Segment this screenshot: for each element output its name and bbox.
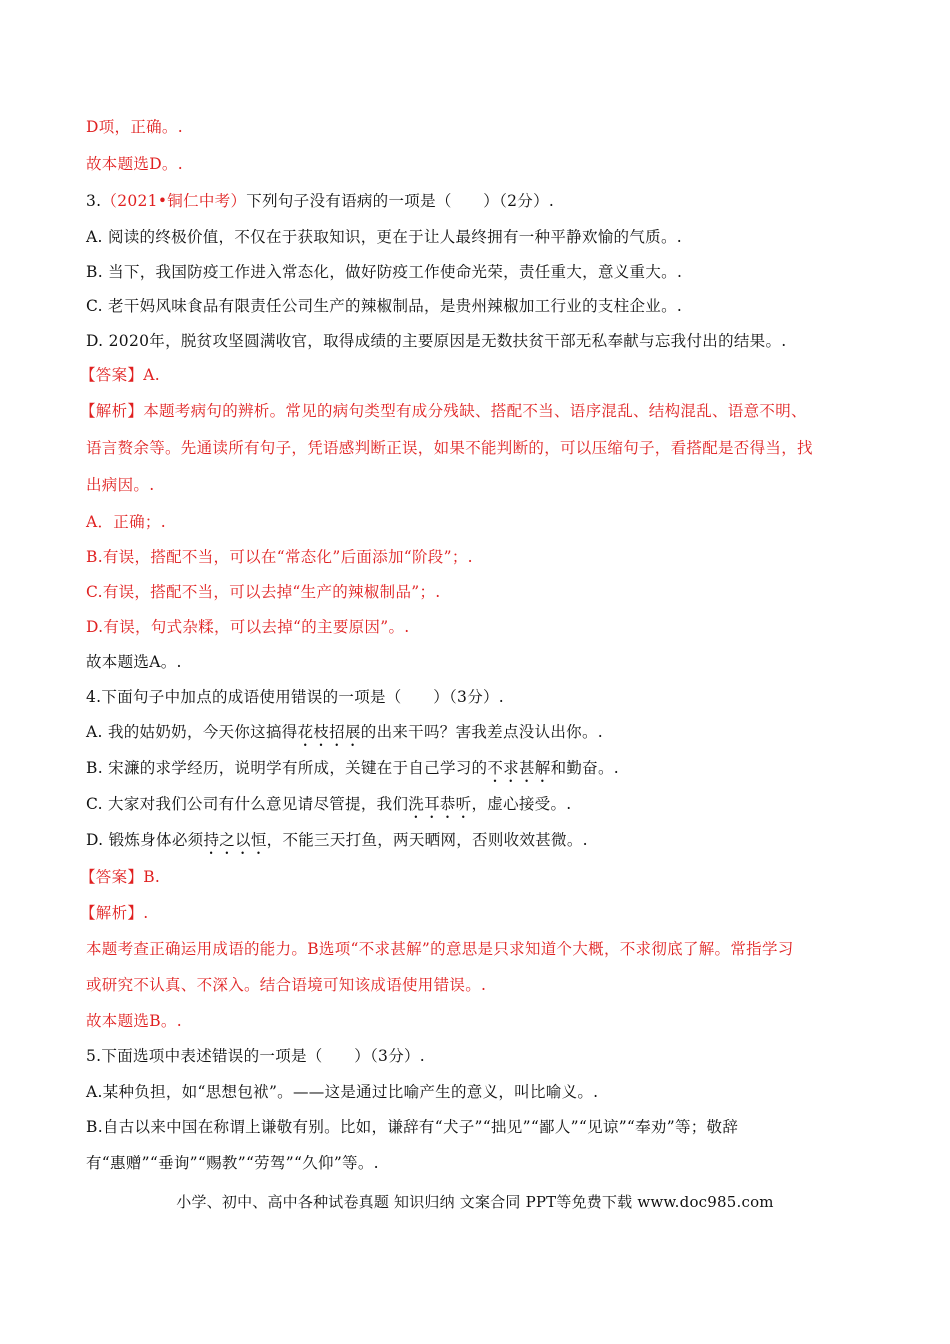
q4-option-a — [86, 722, 870, 750]
dotted-idiom: 不求甚解 — [487, 759, 551, 777]
analysis-line-3: 出病因。. — [86, 476, 155, 494]
explain-d: D.有误，句式杂糅，可以去掉“的主要原因”。. — [86, 618, 410, 636]
option-b: B. 当下，我国防疫工作进入常态化，做好防疫工作使命光荣，责任重大，意义重大。. — [86, 263, 683, 281]
d-correct-line: D项，正确。. — [86, 118, 183, 136]
explain-a: A．正确；. — [86, 513, 166, 531]
question-source: （2021•铜仁中考） — [101, 192, 247, 210]
option-text: B. 宋濂的求学经历，说明学有所成，关键在于自己学习的 — [86, 759, 488, 777]
q4-option-d — [86, 830, 870, 858]
q4-answer-line: 【答案】B. — [80, 868, 161, 886]
option-d: D. 2020年，脱贫攻坚圆满收官，取得成绩的主要原因是无数扶贫干部无私奉献与忘我付出的结果。. — [86, 332, 787, 350]
analysis-line-1 — [80, 401, 870, 421]
question-3-stem — [86, 191, 870, 211]
option-text: 和勤奋。. — [550, 759, 619, 777]
select-a-line: 故本题选A。. — [86, 653, 182, 671]
dotted-idiom: 持之以恒 — [203, 831, 267, 849]
explain-c: C.有误，搭配不当，可以去掉“生产的辣椒制品”；. — [86, 583, 441, 601]
option-c: C. 老干妈风味食品有限责任公司生产的辣椒制品，是贵州辣椒加工行业的支柱企业。. — [86, 297, 683, 315]
q5-option-b-line-2: 有“惠赠”“垂询”“赐教”“劳驾”“久仰”等。. — [86, 1154, 379, 1172]
dotted-idiom: 洗耳恭听 — [408, 795, 472, 813]
option-text: ，虚心接受。. — [471, 795, 572, 813]
option-text: C. 大家对我们公司有什么意见请尽管提，我们 — [86, 795, 409, 813]
select-d-line: 故本题选D。. — [86, 155, 183, 173]
question-number: 3. — [86, 192, 102, 210]
dotted-idiom: 花枝招展 — [297, 723, 361, 741]
q4-option-b — [86, 758, 870, 786]
q5-option-b-line-1: B.自古以来中国在称谓上谦敬有别。比如，谦辞有“犬子”“拙见”“鄙人”“见谅”“奉劝”等；敬辞 — [86, 1118, 739, 1136]
select-b-line: 故本题选B。. — [86, 1012, 182, 1030]
q4-analysis-label: 【解析】. — [80, 904, 149, 922]
option-a: A. 阅读的终极价值，不仅在于获取知识，更在于让人最终拥有一种平静欢愉的气质。. — [86, 228, 682, 246]
explain-b: B.有误，搭配不当，可以在“常态化”后面添加“阶段”；. — [86, 548, 473, 566]
analysis-line-2: 语言赘余等。先通读所有句子，凭语感判断正误，如果不能判断的，可以压缩句子，看搭配是否得当，找 — [86, 439, 813, 457]
option-text: 的出来干吗？害我差点没认出你。. — [360, 723, 603, 741]
question-text: 下列句子没有语病的一项是（ ）（2分）. — [246, 192, 555, 210]
q5-option-a: A.某种负担，如“思想包袱”。——这是通过比喻产生的意义，叫比喻义。. — [86, 1083, 599, 1101]
question-4-stem: 4.下面句子中加点的成语使用错误的一项是（ ）（3分）. — [86, 688, 505, 706]
question-5-stem: 5.下面选项中表述错误的一项是（ ）（3分）. — [86, 1047, 426, 1065]
q4-option-c — [86, 794, 870, 822]
option-text: A. 我的姑奶奶，今天你这搞得 — [86, 723, 298, 741]
analysis-label: 【解析】 — [80, 402, 144, 420]
answer-line: 【答案】A. — [80, 366, 160, 384]
q4-analysis-line-2: 或研究不认真、不深入。结合语境可知该成语使用错误。. — [86, 976, 487, 994]
option-text: ，不能三天打鱼，两天晒网，否则收效甚微。. — [266, 831, 588, 849]
option-text: D. 锻炼身体必须 — [86, 831, 204, 849]
analysis-text: 本题考病句的辨析。常见的病句类型有成分残缺、搭配不当、语序混乱、结构混乱、语意不明、 — [143, 402, 807, 420]
page-footer: 小学、初中、高中各种试卷真题 知识归纳 文案合同 PPT等免费下载 www.doc985.com — [176, 1193, 774, 1211]
q4-analysis-line-1: 本题考查正确运用成语的能力。B选项“不求甚解”的意思是只求知道个大概，不求彻底了解。常指学习 — [86, 940, 794, 958]
